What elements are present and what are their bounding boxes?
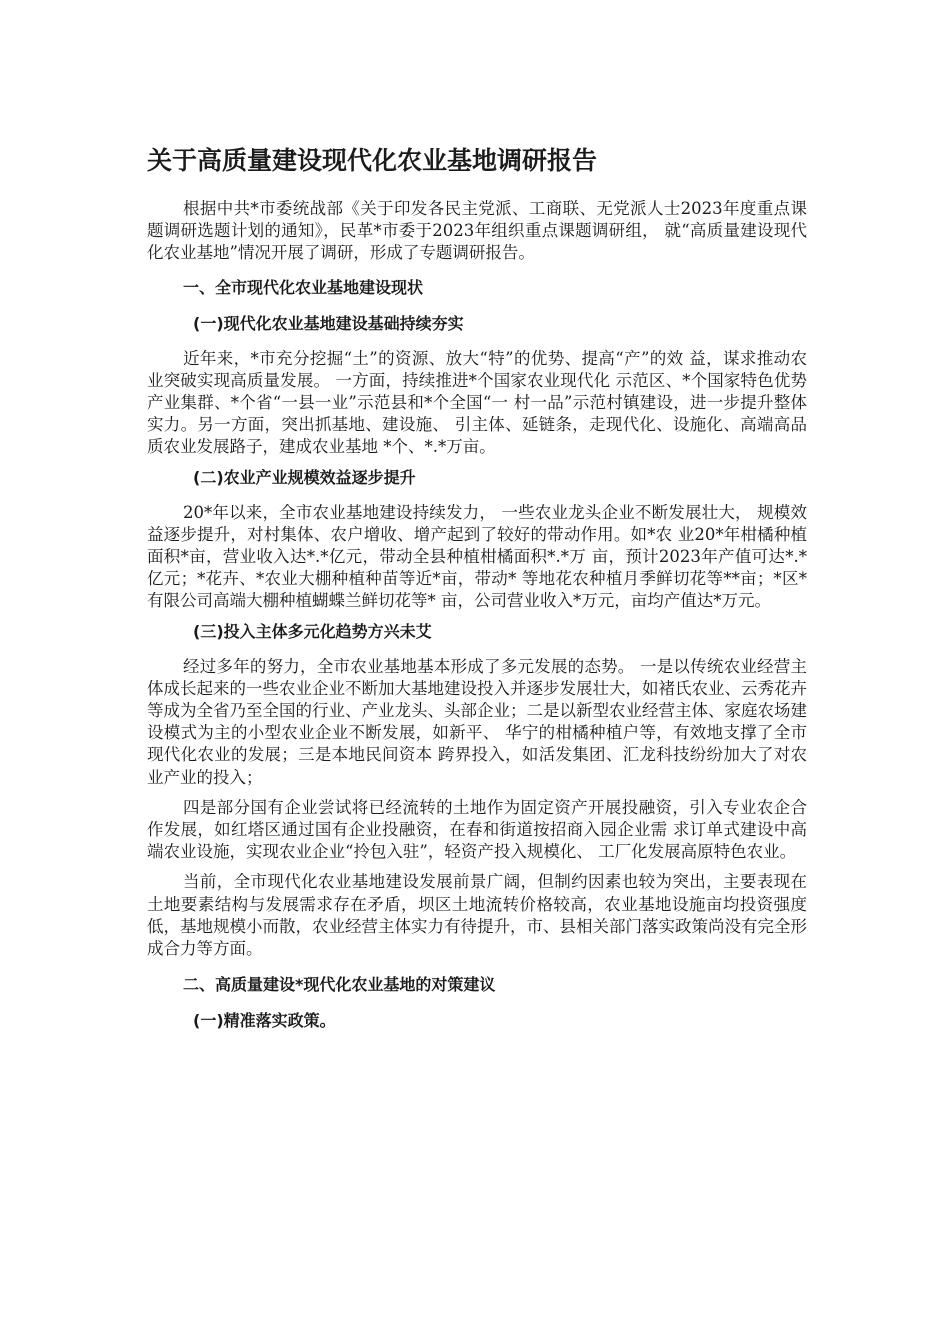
subsection-paragraph-2: 20*年以来，全市农业基地建设持续发力， 一些农业龙头企业不断发展壮大， 规模效益逐步提升，对村集体、农户增收、增产起到了较好的带动作用。如*农 业20*年柑橘种植面积*亩，营业收入达*.*亿元，带动全县种植柑橘面积*.*万 亩，预计2023年产值可达*.*亿元；*花卉、*农业大棚种植种苗等近*亩，带动* 等地花农种植月季鲜切花等**亩；*区*有限公司高端大棚种植蝴蝶兰鲜切花等* 亩，公司营业收入*万元，亩均产值达*万元。	[147, 502, 807, 611]
section-heading-1: 一、全市现代化农业基地建设现状	[183, 277, 424, 297]
intro-paragraph: 根据中共*市委统战部《关于印发各民主党派、工商联、无党派人士2023年度重点课题调研选题计划的通知》，民革*市委于2023年组织重点课题调研组， 就“高质量建设现代化农业基地”情况开展了调研，形成了专题调研报告。	[147, 199, 807, 263]
subsection-heading-3: (三)投入主体多元化趋势方兴未艾	[193, 621, 432, 641]
subsection-heading-1: (一)现代化农业基地建设基础持续夯实	[193, 313, 464, 333]
subsection-heading-2: (二)农业产业规模效益逐步提升	[193, 467, 416, 487]
status-paragraph: 当前，全市现代化农业基地建设发展前景广阔，但制约因素也较为突出，主要表现在土地要素结构与发展需求存在矛盾，坝区土地流转价格较高，农业基地设施亩均投资强度低，基地规模小而散，农业经营主体实力有待提升，市、县相关部门落实政策尚没有完全形成合力等方面。	[147, 872, 807, 959]
section-heading-2: 二、高质量建设*现代化农业基地的对策建议	[183, 975, 496, 995]
subsection-heading-4: (一)精准落实政策。	[193, 1011, 336, 1031]
subsection-paragraph-3: 经过多年的努力，全市农业基地基本形成了多元发展的态势。 一是以传统农业经营主体成长起来的一些农业企业不断加大基地建设投入并逐步发展壮大，如褚氏农业、云秀花卉等成为全省乃至全国的行业、产业龙头、头部企业；二是以新型农业经营主体、家庭农场建设模式为主的小型农业企业不断发展，如新平、 华宁的柑橘种植户等，有效地支撑了全市现代化农业的发展；三是本地民间资本 跨界投入，如活发集团、汇龙科技纷纷加大了对农业产业的投入；	[147, 656, 807, 787]
subsection-paragraph-1: 近年来，*市充分挖掘“土”的资源、放大“特”的优势、提高“产”的效 益，谋求推动农业突破实现高质量发展。 一方面，持续推进*个国家农业现代化 示范区、*个国家特色优势产业集群、*个省“一县一业”示范县和*个全国“一 村一品”示范村镇建设，进一步提升整体实力。另一方面，突出抓基地、建设施、 引主体、延链条，走现代化、设施化、高端高品质农业发展路子，建成农业基地 *个、*.*万亩。	[147, 348, 807, 457]
document-title: 关于高质量建设现代化农业基地调研报告	[147, 146, 598, 175]
subsection-paragraph-3b: 四是部分国有企业尝试将已经流转的土地作为固定资产开展投融资，引入专业农企合作发展，如红塔区通过国有企业投融资，在春和街道按招商入园企业需 求订单式建设中高端农业设施，实现农业企业“拎包入驻”，轻资产投入规模化、 工厂化发展高原特色农业。	[147, 797, 807, 862]
document-body	[147, 198, 807, 1045]
